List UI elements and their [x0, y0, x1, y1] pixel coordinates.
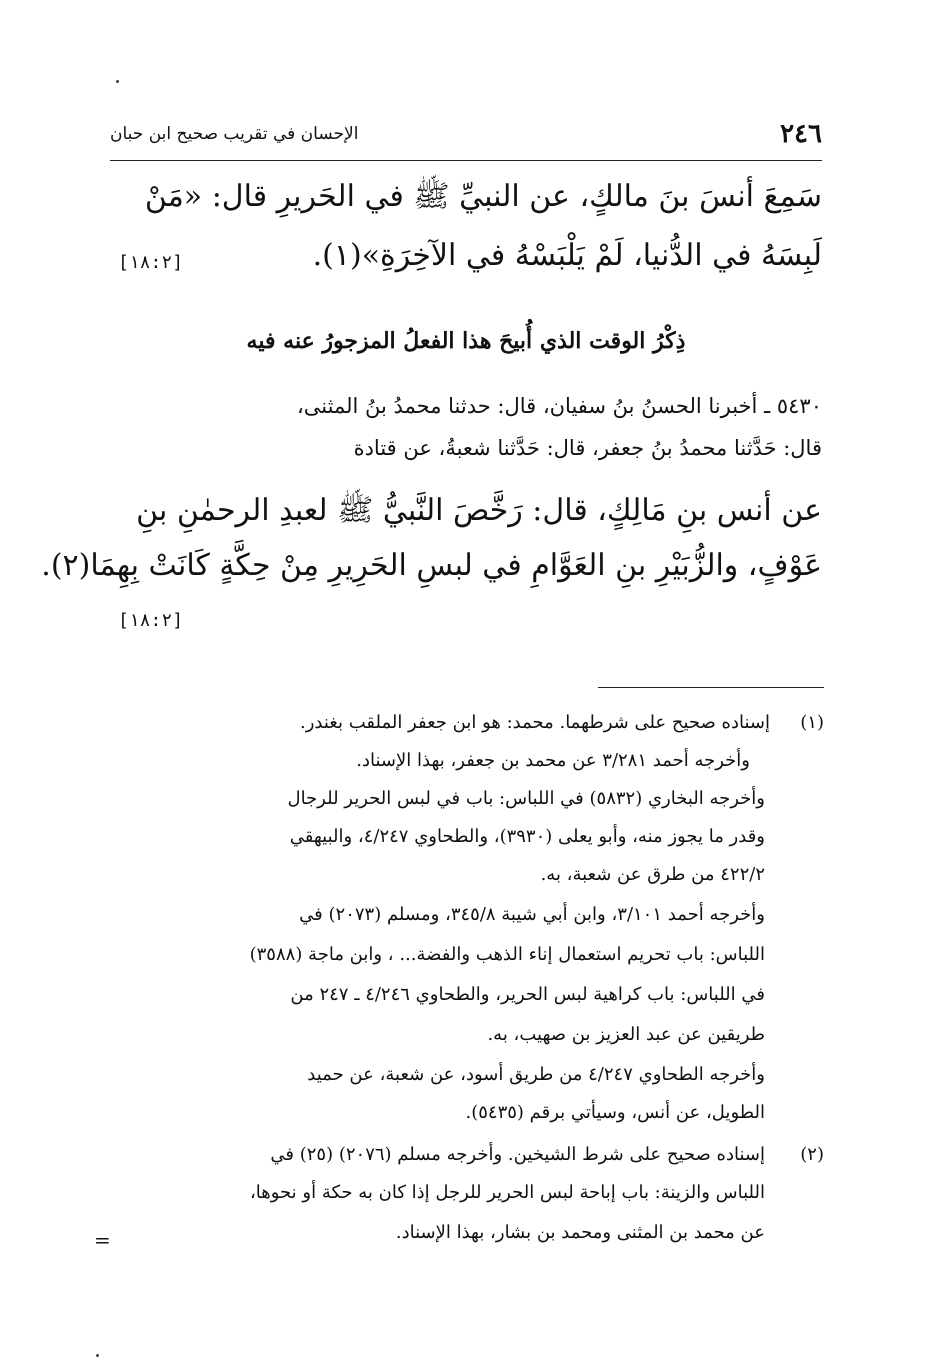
footnote1-line: وأخرجه أحمد ٣/٢٨١ عن محمد بن جعفر، بهذا الإسناد.	[356, 750, 750, 771]
page-header	[110, 112, 822, 156]
scan-speck	[96, 1354, 99, 1357]
footnote1-line: وقدر ما يجوز منه، وأبو يعلى (٣٩٣٠)، والطحاوي ٤/٢٤٧، والبيهقي	[289, 826, 765, 847]
continuation-mark: =	[94, 1228, 111, 1252]
footnote1-line: الطويل، عن أنس، وسيأتي برقم (٥٤٣٥).	[465, 1102, 765, 1123]
footnote1-line: طريقين عن عبد العزيز بن صهيب، به.	[487, 1024, 765, 1045]
footnote1-line: ٤٢٢/٢ من طرق عن شعبة، به.	[540, 864, 765, 885]
hadith2-reference: [١٨:٢]	[118, 610, 184, 631]
footnote1-marker: (١)	[800, 712, 824, 733]
scan-speck	[116, 80, 119, 83]
footnote2-marker: (٢)	[800, 1144, 824, 1165]
footnote1-line: وأخرجه البخاري (٥٨٣٢) في اللباس: باب في لبس الحرير للرجال	[287, 788, 765, 809]
footnote1-line: وأخرجه الطحاوي ٤/٢٤٧ من طريق أسود، عن شعبة، عن حميد	[307, 1064, 765, 1085]
hadith1-line2: لَبِسَهُ في الدُّنيا، لَمْ يَلْبَسْهُ في الآخِرَةِ»(١).	[312, 238, 822, 273]
running-title: الإحسان في تقريب صحيح ابن حبان	[110, 124, 359, 144]
footnote1-line: إسناده صحيح على شرطهما. محمد: هو ابن جعفر الملقب بغندر.	[300, 712, 770, 733]
hadith2-isnad-line2: قال: حَدَّثنا محمدُ بنُ جعفر، قال: حَدَّثنا شعبةُ، عن قتادة	[353, 436, 822, 460]
footnote1-line: وأخرجه أحمد ٣/١٠١، وابن أبي شيبة ٣٤٥/٨، ومسلم (٢٠٧٣) في	[299, 904, 765, 925]
chapter-heading: ذِكْرُ الوقت الذي أُبيحَ هذا الفعلُ المزجورُ عنه فيه	[246, 328, 686, 354]
hadith2-matn-line2: عَوْفٍ، والزُّبَيْرِ بنِ العَوَّامِ في لبسِ الحَرِيرِ مِنْ حِكَّةٍ كَانَتْ بِهِمَا(٢).	[41, 548, 822, 583]
header-rule	[110, 160, 822, 161]
hadith1-line1: سَمِعَ أنسَ بنَ مالكٍ، عن النبيِّ ﷺ في الحَريرِ قال: «مَنْ	[144, 179, 822, 214]
footnote2-line: عن محمد بن المثنى ومحمد بن بشار، بهذا الإسناد.	[395, 1222, 765, 1243]
page-number: ٢٤٦	[780, 119, 822, 149]
footnote2-line: اللباس والزينة: باب إباحة لبس الحرير للرجل إذا كان به حكة أو نحوها،	[249, 1182, 765, 1203]
footnote2-line: إسناده صحيح على شرط الشيخين. وأخرجه مسلم (٢٠٧٦) (٢٥) في	[270, 1144, 765, 1165]
footnote1-line: اللباس: باب تحريم استعمال إناء الذهب والفضة... ، وابن ماجة (٣٥٨٨)	[249, 944, 765, 965]
footnote-separator	[598, 687, 824, 688]
hadith2-isnad-line1: ٥٤٣٠ ـ أخبرنا الحسنُ بنُ سفيان، قال: حدثنا محمدُ بنُ المثنى،	[297, 394, 822, 418]
hadith1-reference: [١٨:٢]	[118, 252, 184, 273]
footnote1-line: في اللباس: باب كراهية لبس الحرير، والطحاوي ٤/٢٤٦ ـ ٢٤٧ من	[290, 984, 765, 1005]
hadith2-matn-line1: عن أنس بنِ مَالِكٍ، قال: رَخَّصَ النَّبيُّ ﷺ لعبدِ الرحمٰنِ بنِ	[136, 493, 822, 528]
